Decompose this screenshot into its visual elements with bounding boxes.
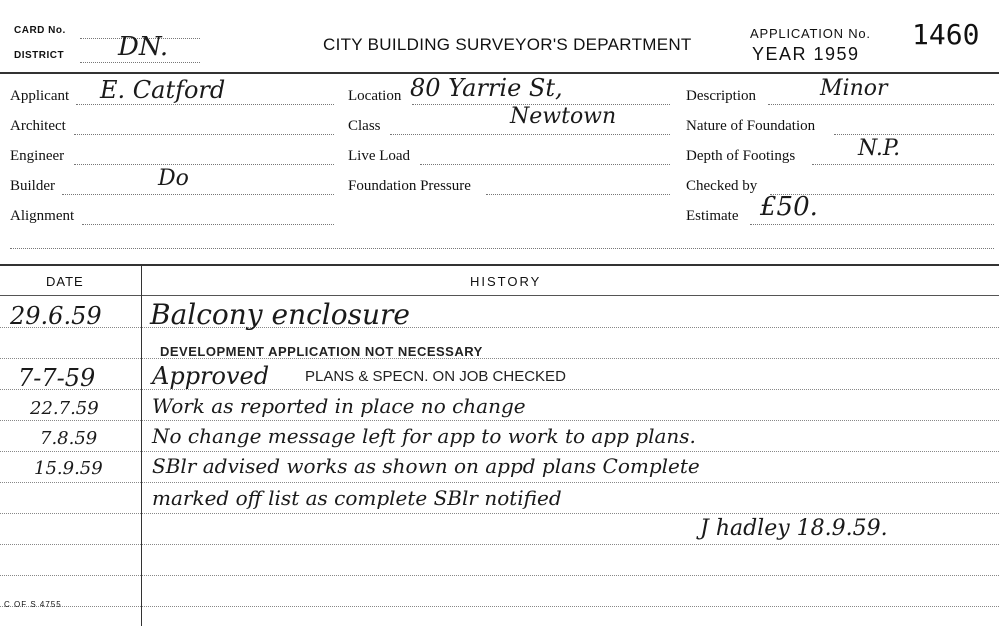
location-value-2: Newtown <box>510 104 617 129</box>
applicant-line <box>76 104 334 105</box>
checked-by-label: Checked by <box>686 178 758 194</box>
signature: J hadley 18.9.59. <box>700 516 888 541</box>
class-label: Class <box>348 118 381 134</box>
depth-of-footings-label: Depth of Footings <box>686 148 796 164</box>
location-label: Location <box>348 88 402 104</box>
entry-text: Work as reported in place no change <box>152 394 526 418</box>
application-label: APPLICATION No. <box>750 26 871 41</box>
entry-text: SBlr advised works as shown on appd plans Complete <box>152 454 700 478</box>
entry-date: 7-7-59 <box>18 364 96 392</box>
date-column-divider <box>141 266 142 626</box>
builder-label: Builder <box>10 178 55 194</box>
entry-text: Balcony enclosure <box>150 298 410 331</box>
depth-of-footings-line <box>812 164 994 165</box>
department-title: CITY BUILDING SURVEYOR'S DEPARTMENT <box>323 35 692 54</box>
depth-of-footings-value: N.P. <box>858 136 901 161</box>
estimate-line <box>750 224 994 225</box>
nature-of-foundation-line <box>834 134 994 135</box>
description-label: Description <box>686 88 756 104</box>
development-stamp: DEVELOPMENT APPLICATION NOT NECESSARY <box>160 344 483 359</box>
card-no-label: CARD No. <box>14 25 66 36</box>
blank-line <box>10 248 994 249</box>
ruled-line <box>0 451 999 452</box>
ruled-line <box>0 358 999 359</box>
location-value: 80 Yarrie St, <box>410 74 563 102</box>
live-load-line <box>420 164 670 165</box>
foundation-pressure-line <box>486 194 670 195</box>
history-header: HISTORY <box>470 274 542 289</box>
ruled-line <box>0 606 999 607</box>
builder-value: Do <box>158 166 189 191</box>
date-header: DATE <box>46 274 84 289</box>
plans-checked-stamp: PLANS & SPECN. ON JOB CHECKED <box>305 368 566 385</box>
estimate-value: £50. <box>760 192 818 222</box>
foundation-pressure-label: Foundation Pressure <box>348 178 471 194</box>
applicant-value: E. Catford <box>100 76 226 104</box>
entry-date: 7.8.59 <box>40 428 98 449</box>
district-label: DISTRICT <box>14 50 65 61</box>
entry-date: 15.9.59 <box>34 458 103 479</box>
table-header-rule <box>0 295 999 296</box>
application-number: 1460 <box>912 18 980 51</box>
ruled-line <box>0 575 999 576</box>
entry-text: Approved <box>152 362 270 390</box>
applicant-label: Applicant <box>10 88 70 104</box>
alignment-line <box>82 224 334 225</box>
year-label: YEAR 1959 <box>752 44 860 64</box>
entry-date: 22.7.59 <box>30 398 99 419</box>
table-top-rule <box>0 264 999 266</box>
entry-text: marked off list as complete SBlr notified <box>152 486 562 510</box>
nature-of-foundation-label: Nature of Foundation <box>686 118 816 134</box>
live-load-label: Live Load <box>348 148 411 164</box>
architect-label: Architect <box>10 118 66 134</box>
ruled-line <box>0 544 999 545</box>
ruled-line <box>0 513 999 514</box>
entry-date: 29.6.59 <box>10 302 102 330</box>
district-line <box>80 62 200 63</box>
class-line <box>390 134 670 135</box>
builder-line <box>62 194 334 195</box>
form-code: C OF S 4755 <box>4 600 62 609</box>
district-value: DN. <box>118 32 169 62</box>
alignment-label: Alignment <box>10 208 75 224</box>
ruled-line <box>0 482 999 483</box>
engineer-label: Engineer <box>10 148 65 164</box>
description-line <box>768 104 994 105</box>
engineer-line <box>74 164 334 165</box>
description-value: Minor <box>820 76 888 101</box>
ruled-line <box>0 420 999 421</box>
estimate-label: Estimate <box>686 208 739 224</box>
architect-line <box>74 134 334 135</box>
ruled-line <box>0 389 999 390</box>
entry-text: No change message left for app to work to app plans. <box>152 424 696 448</box>
